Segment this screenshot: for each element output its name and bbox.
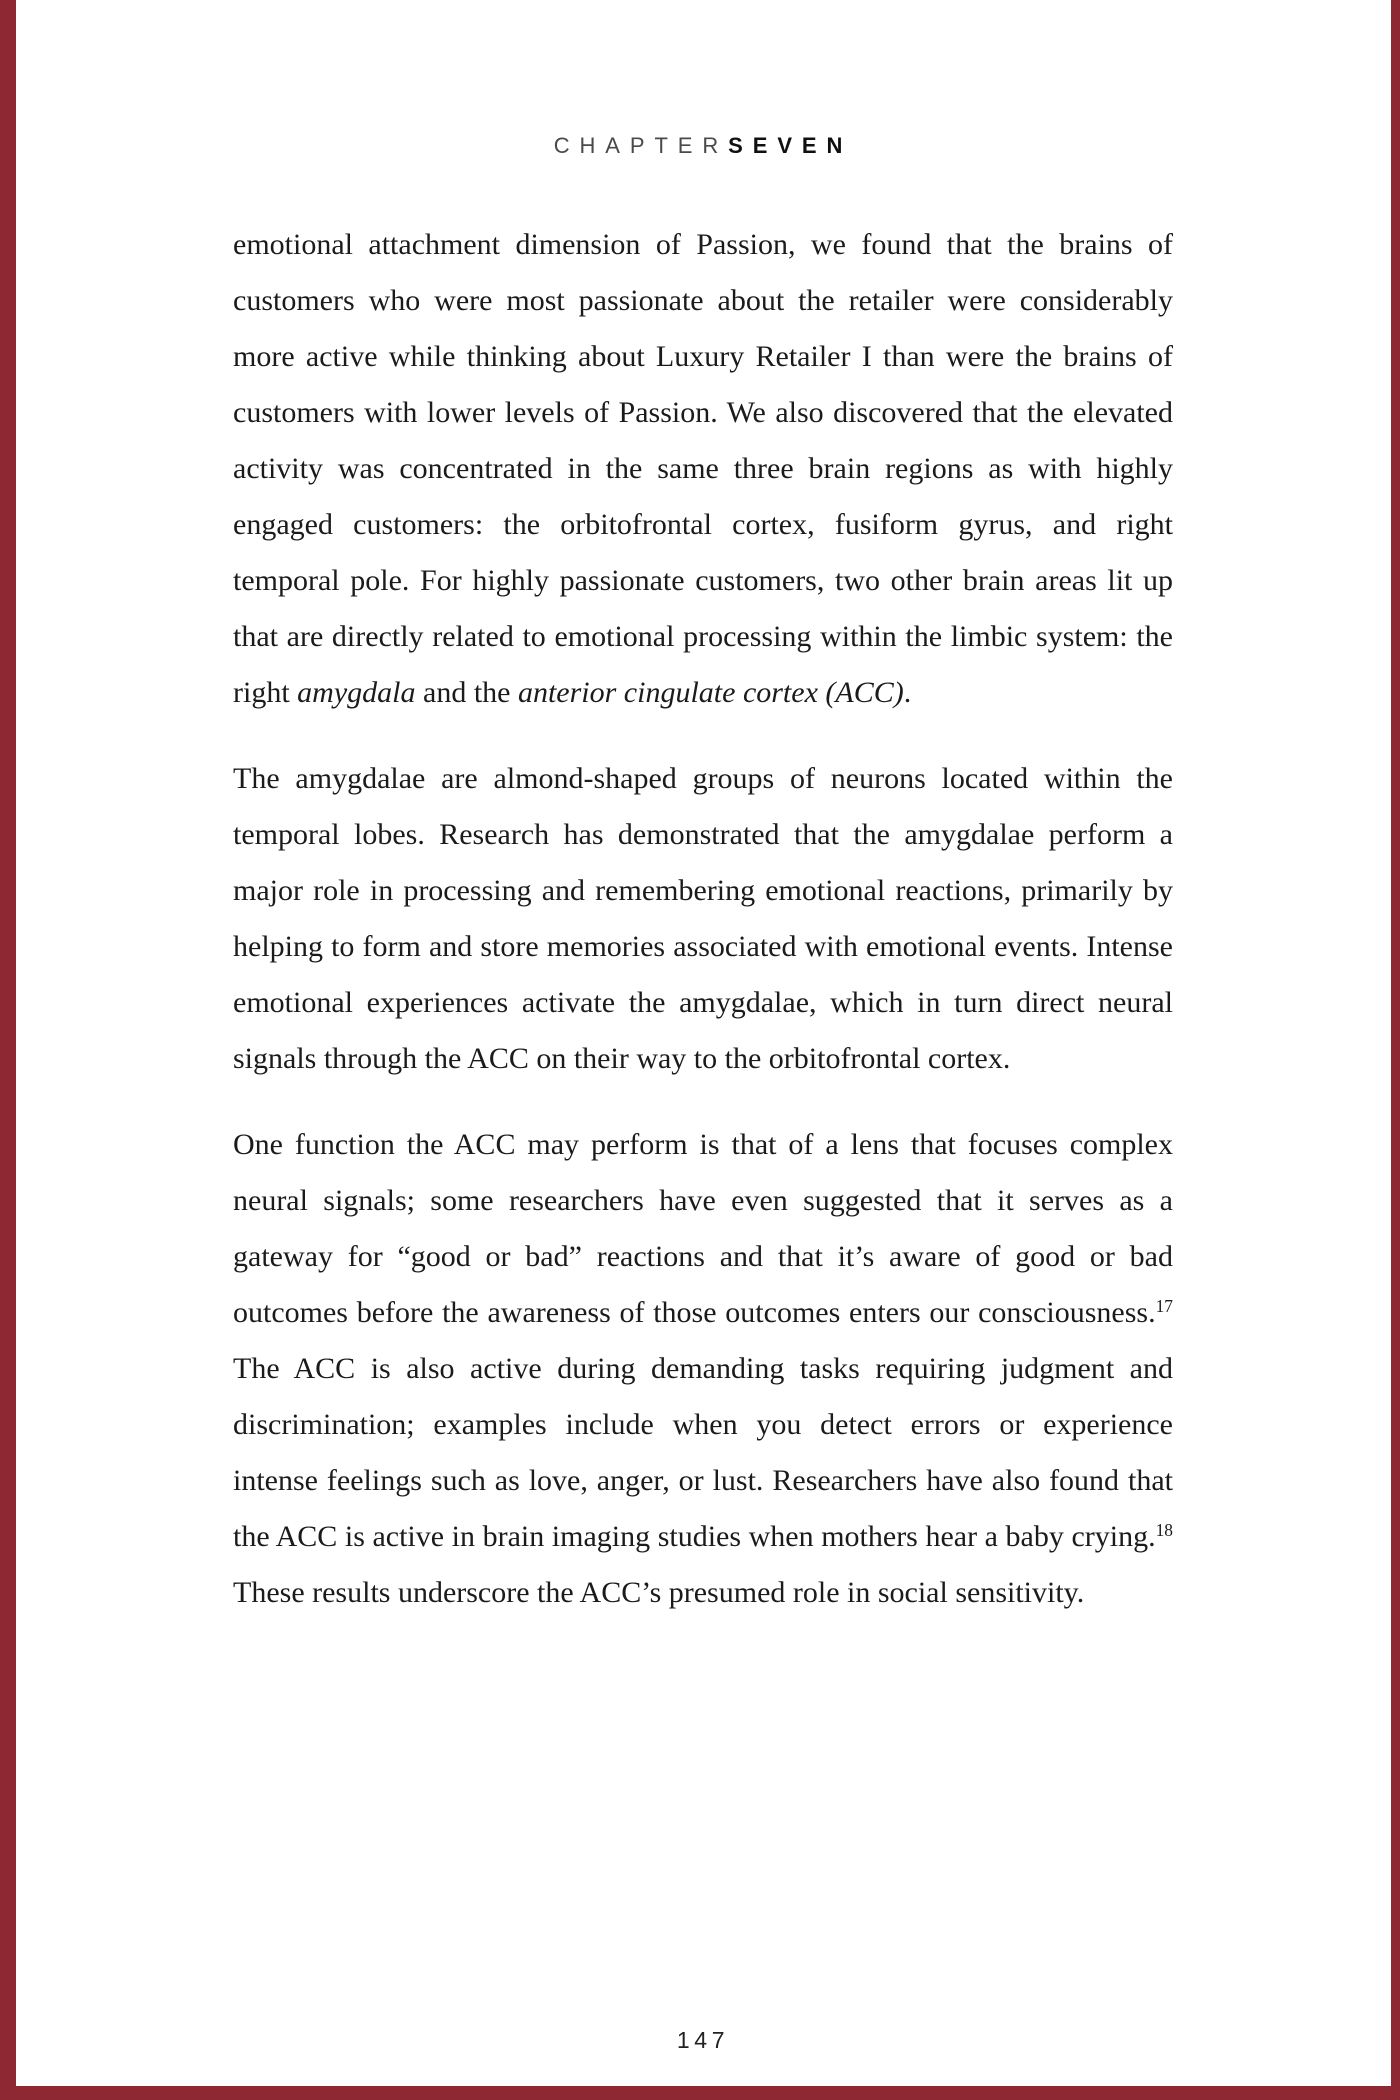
paragraph bbox=[233, 751, 1173, 1087]
text-run: These results underscore the ACC’s presumed role in social sensitivity. bbox=[233, 1576, 1085, 1609]
paragraph bbox=[233, 217, 1173, 721]
book-cover-edge-right bbox=[1391, 0, 1400, 2100]
page-content bbox=[233, 0, 1173, 2100]
paragraph bbox=[233, 1117, 1173, 1621]
book-cover-edge-left bbox=[0, 0, 16, 2100]
page-number: 147 bbox=[676, 2027, 730, 2053]
running-head bbox=[233, 0, 1173, 159]
text-run: and the bbox=[415, 676, 518, 709]
text-run: One function the ACC may perform is that of a lens that focuses complex neural signals; some researchers have even suggested that it serves as a gateway for “good or bad” reactions and that it’s aware of good or bad outcomes before the awareness of those outcomes enters our consciousness. bbox=[233, 1128, 1173, 1329]
body-text bbox=[233, 217, 1173, 1621]
italic-term: anterior cingulate cortex (ACC) bbox=[517, 676, 904, 709]
text-run: . bbox=[903, 676, 912, 709]
footnote-reference: 18 bbox=[1155, 1520, 1173, 1541]
italic-term: amygdala bbox=[297, 676, 416, 709]
running-head-chapter-label: CHAPTER bbox=[553, 133, 729, 158]
text-run: The amygdalae are almond-shaped groups of neurons located within the temporal lobes. Research has demonstrated that the amygdalae perform a major role in processing and remembering emotional reactions, primarily by helping to form and store memories associated with emotional events. Intense emotional experiences activate the amygdalae, which in turn direct neural signals through the ACC on their way to the orbitofrontal cortex. bbox=[233, 762, 1173, 1075]
running-head-chapter-number: SEVEN bbox=[728, 133, 853, 158]
footnote-reference: 17 bbox=[1155, 1296, 1173, 1317]
text-run: emotional attachment dimension of Passion, we found that the brains of customers who were most passionate about the retailer were considerably more active while thinking about Luxury Retailer I than were the brains of customers with lower levels of Passion. We also discovered that the elevated activity was concentrated in the same three brain regions as with highly engaged customers: the orbitofrontal cortex, fusiform gyrus, and right temporal pole. For highly passionate customers, two other brain areas lit up that are directly related to emotional processing within the limbic system: the right bbox=[233, 228, 1173, 709]
text-run: The ACC is also active during demanding tasks requiring judgment and discrimination; examples include when you detect errors or experience intense feelings such as love, anger, or lust. Researchers have also found that the ACC is active in brain imaging studies when mothers hear a baby crying. bbox=[233, 1352, 1173, 1553]
